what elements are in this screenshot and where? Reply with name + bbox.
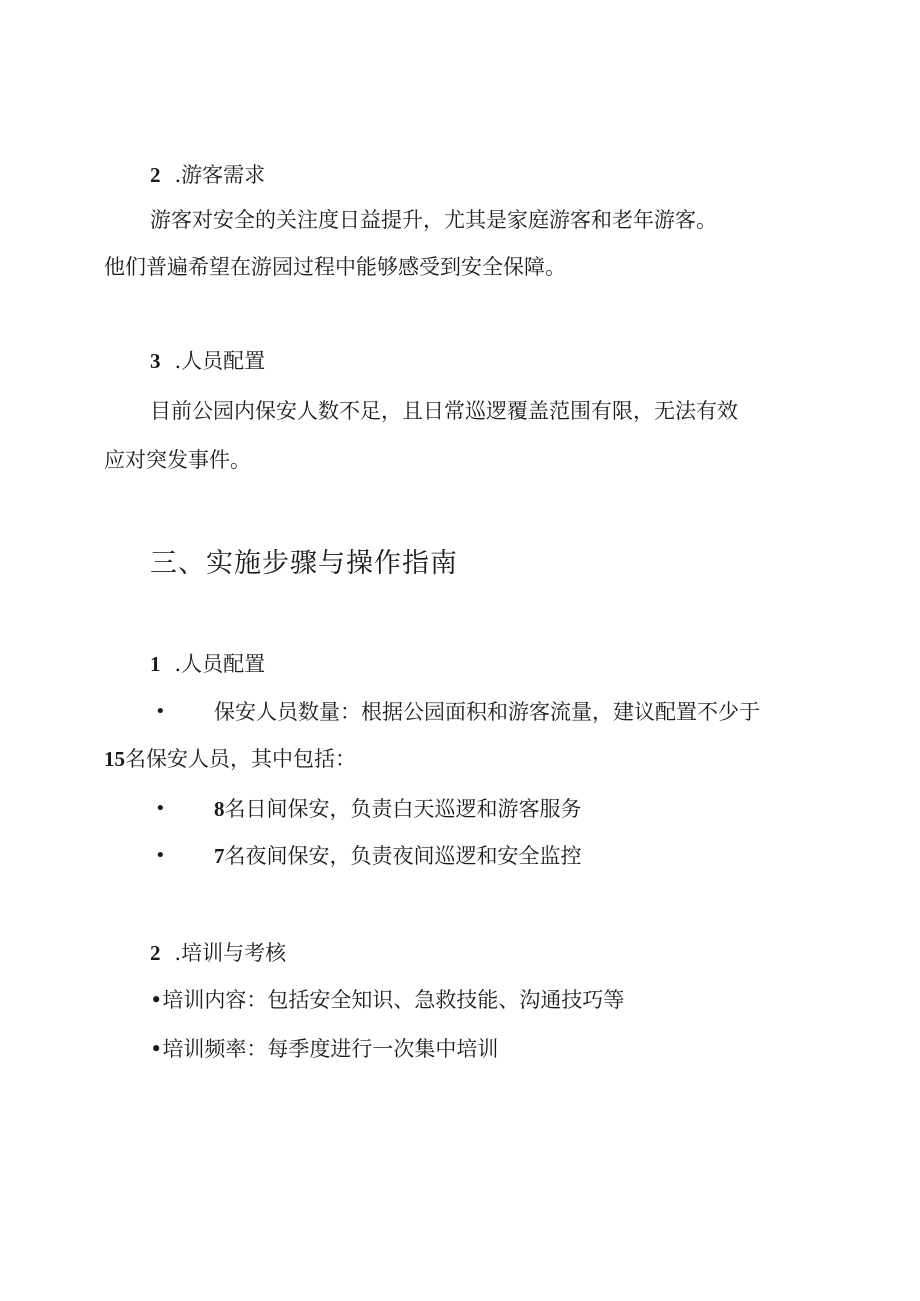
paragraph-line: 他们普遍希望在游园过程中能够感受到安全保障。 <box>104 255 566 279</box>
paragraph-line: 游客对安全的关注度日益提升，尤其是家庭游客和老年游客。 <box>150 208 717 232</box>
list-item-text: 名夜间保安，负责夜间巡逻和安全监控 <box>224 844 582 868</box>
subheading-number: 2 <box>150 163 161 187</box>
list-item <box>214 795 582 823</box>
paragraph-line: 目前公园内保安人数不足，且日常巡逻覆盖范围有限，无法有效 <box>150 399 738 423</box>
subheading-title: .游客需求 <box>174 163 266 187</box>
list-item <box>214 842 582 870</box>
subheading-visitor-needs <box>150 161 265 189</box>
list-item: •培训频率：每季度进行一次集中培训 <box>150 1037 499 1061</box>
subheading-number: 2 <box>150 941 161 965</box>
list-item-text: 名日间保安，负责白天巡逻和游客服务 <box>224 797 582 821</box>
night-staff-count: 7 <box>214 844 225 868</box>
bullet-marker: • <box>155 798 166 819</box>
paragraph-line: 应对突发事件。 <box>104 448 251 472</box>
list-item: •培训内容：包括安全知识、急救技能、沟通技巧等 <box>150 988 625 1012</box>
subheading-staffing-plan <box>150 650 265 678</box>
day-staff-count: 8 <box>214 797 225 821</box>
subheading-staffing <box>150 347 265 375</box>
subheading-title: .人员配置 <box>174 652 266 676</box>
subheading-title: .培训与考核 <box>174 941 287 965</box>
list-item-text: 名保安人员，其中包括： <box>125 747 356 771</box>
list-item: 保安人员数量：根据公园面积和游客流量，建议配置不少于 <box>214 700 760 724</box>
subheading-number: 1 <box>150 652 161 676</box>
subheading-title: .人员配置 <box>174 349 266 373</box>
staff-count: 15 <box>104 747 125 771</box>
subheading-number: 3 <box>150 349 161 373</box>
subheading-training <box>150 939 286 967</box>
bullet-marker: • <box>155 845 166 866</box>
bullet-marker: • <box>155 701 166 722</box>
list-item-continuation <box>104 745 356 773</box>
section-heading: 三、实施步骤与操作指南 <box>150 548 458 579</box>
